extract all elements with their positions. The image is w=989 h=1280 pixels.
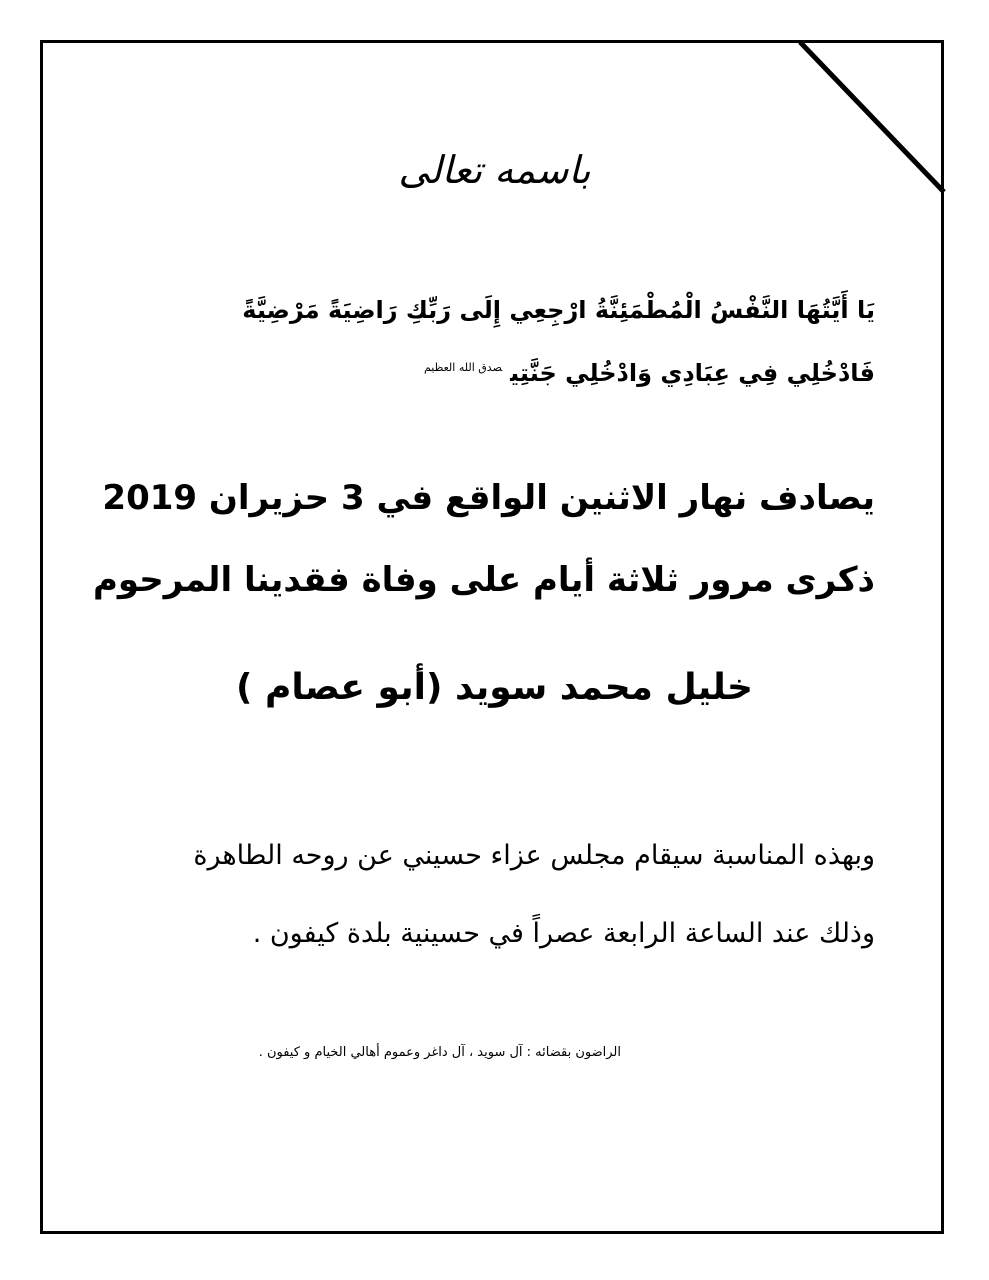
quran-verse-line-2 — [424, 346, 875, 395]
mourners-note: الراضون بقضائه : آل سويد ، آل داغر وعموم أهالي الخيام و كيفون . — [258, 1045, 621, 1060]
announcement-line-2: ذكرى مرور ثلاثة أيام على وفاة فقدينا المرحوم — [93, 560, 875, 600]
ceremony-line-2: وذلك عند الساعة الرابعة عصراً في حسينية بلدة كيفون . — [252, 918, 875, 949]
quran-verse-line-2-text: فَادْخُلِي فِي عِبَادِي وَادْخُلِي جَنَّتِي — [510, 359, 875, 387]
announcement-line-1: يصادف نهار الاثنين الواقع في 3 حزيران 2019 — [102, 478, 875, 518]
quran-verse-line-1: يَا أَيَّتُهَا النَّفْسُ الْمُطْمَئِنَّةُ ارْجِعِي إِلَى رَبِّكِ رَاضِيَةً مَرْضِيَّةً — [242, 296, 875, 324]
deceased-name: خليل محمد سويد (أبو عصام ) — [236, 667, 753, 708]
invocation-heading: باسمه تعالى — [398, 148, 591, 192]
ceremony-line-1: وبهذه المناسبة سيقام مجلس عزاء حسيني عن روحه الطاهرة — [193, 840, 875, 871]
verse-citation: صدق الله العظيم — [423, 361, 503, 374]
